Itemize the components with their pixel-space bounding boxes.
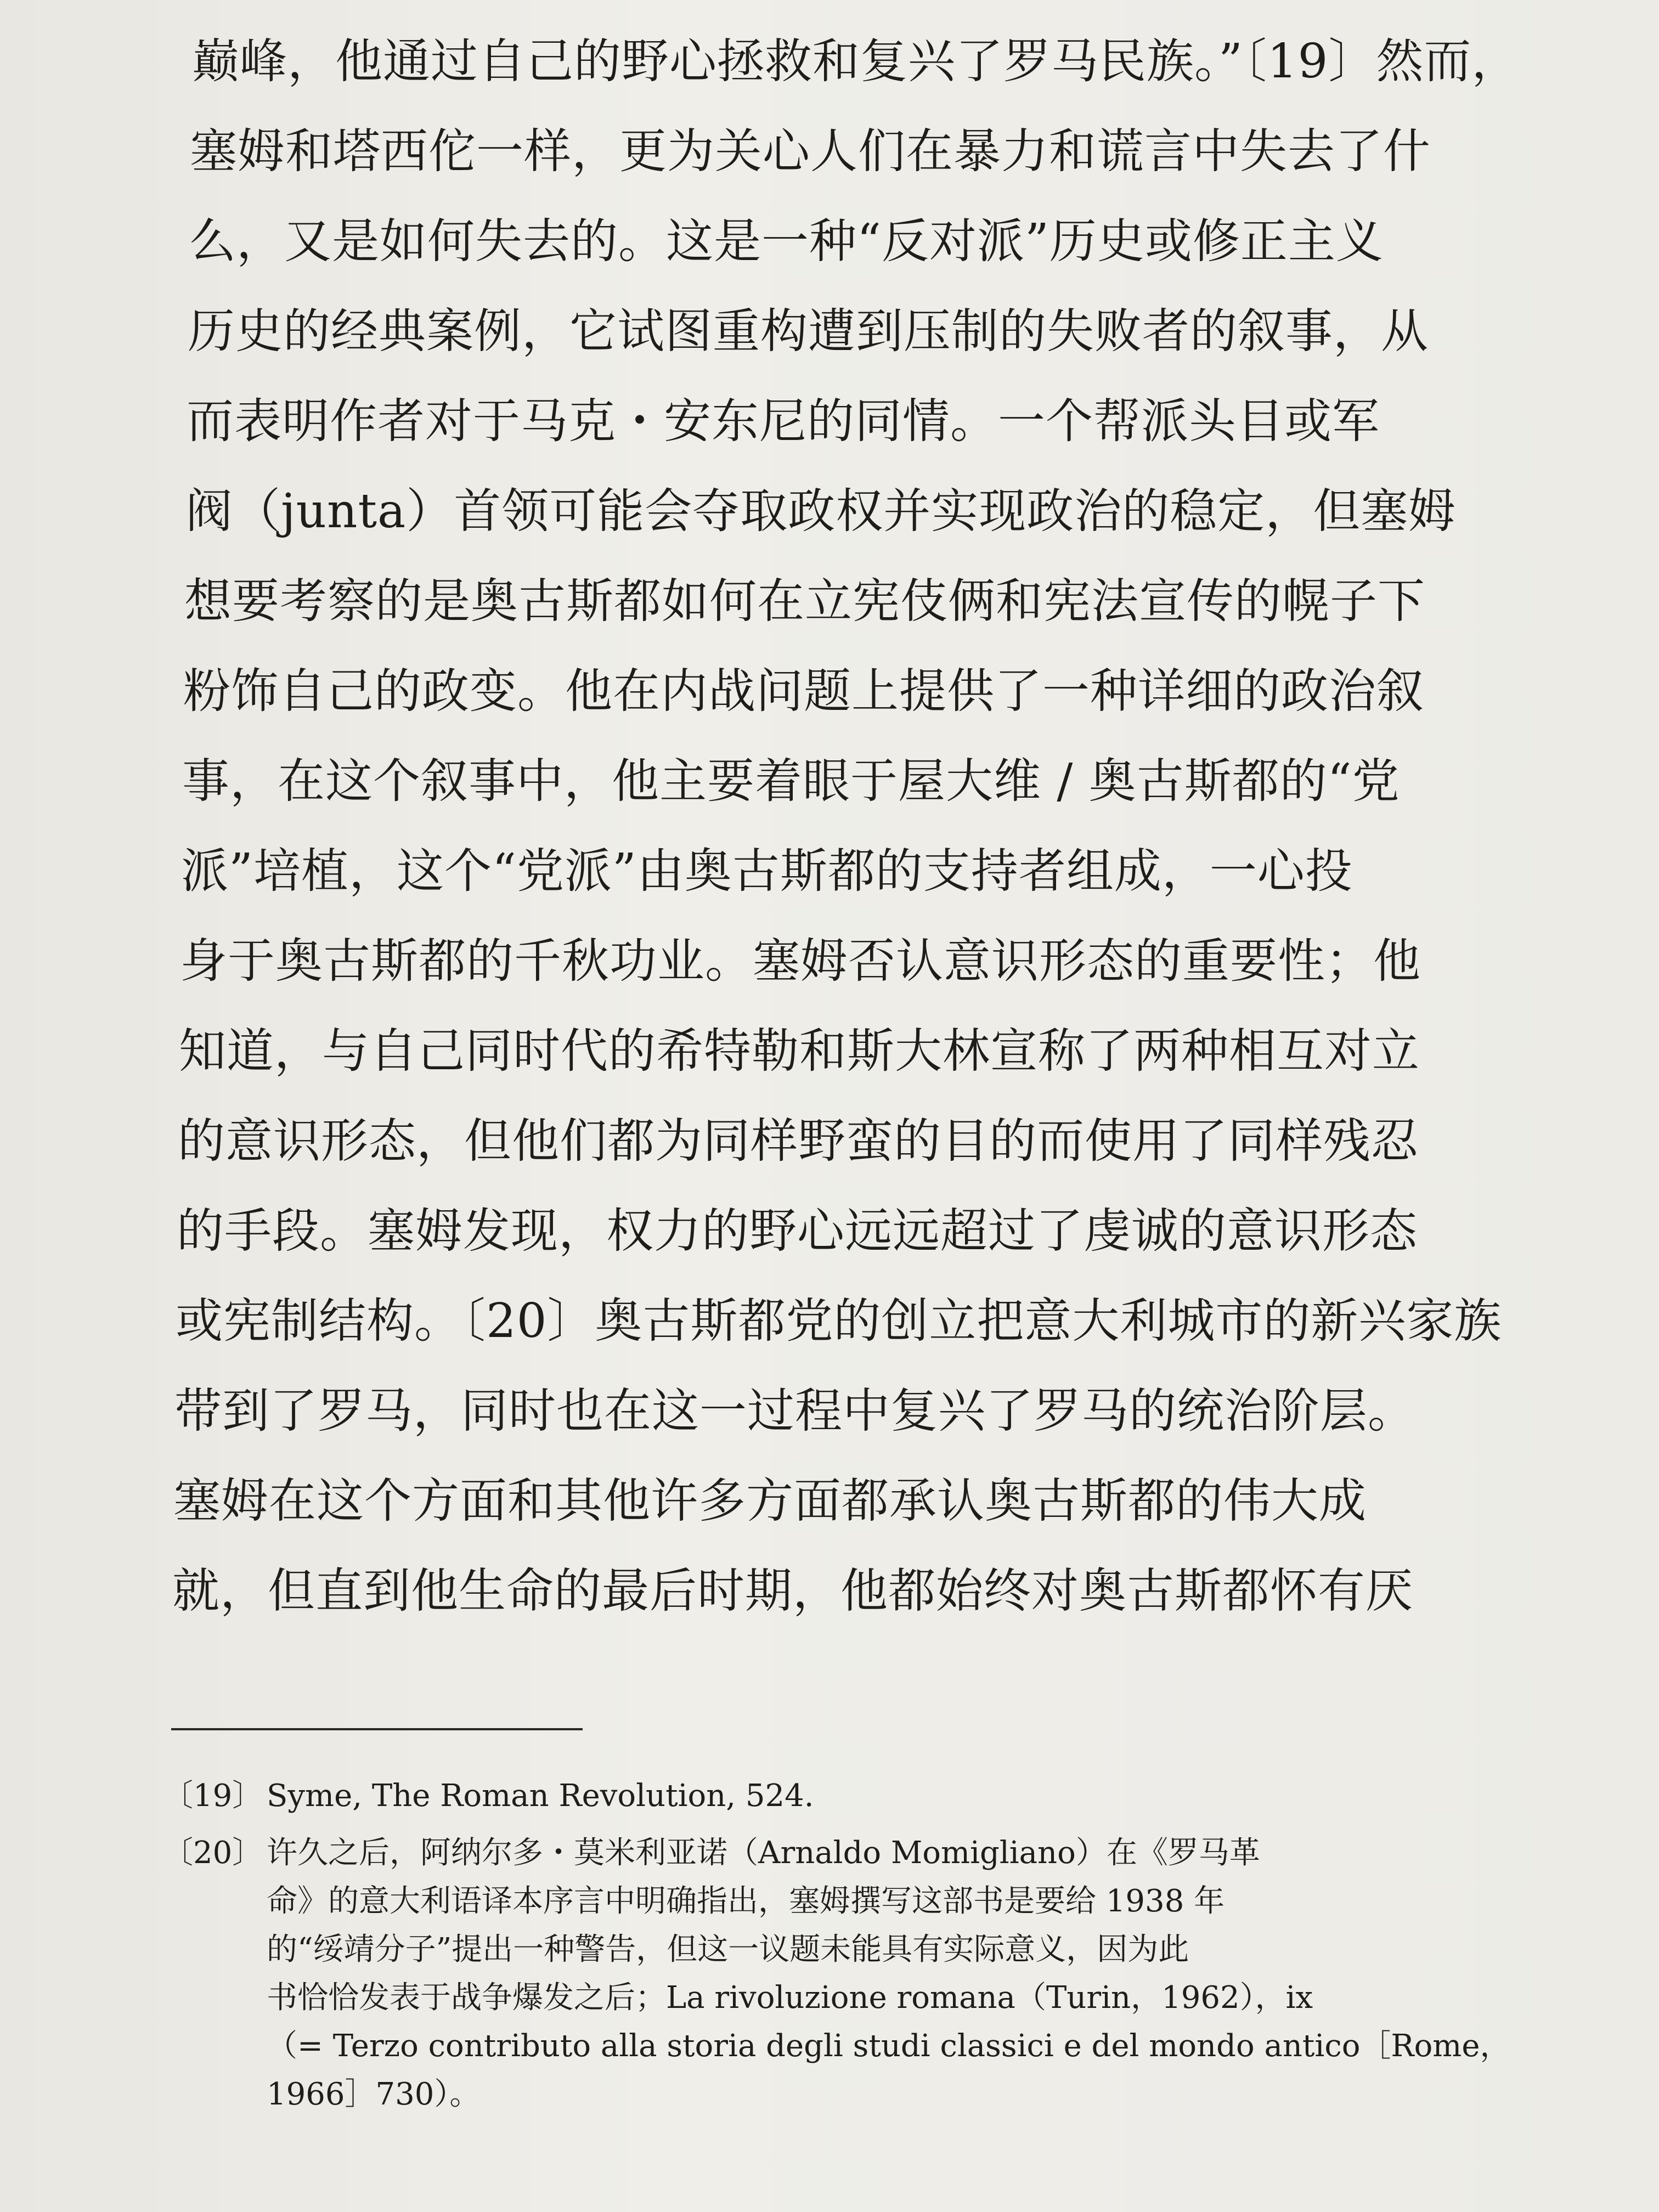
body-line: 就，但直到他生命的最后时期，他都始终对奥古斯都怀有厌 <box>172 1564 1413 1618</box>
footnote-text-line: 1966］730）。 <box>267 2076 481 2112</box>
body-line: 而表明作者对于马克・安东尼的同情。一个帮派头目或军 <box>187 394 1380 449</box>
footnote-text: Syme, The Roman Revolution, 524. <box>267 1778 814 1814</box>
footnotes <box>162 1772 1511 2119</box>
footnote-divider <box>171 1728 583 1730</box>
body-line: 派”培植，这个“党派”由奥古斯都的支持者组成，一心投 <box>181 844 1353 899</box>
body-line: 历史的经典案例，它试图重构遭到压制的失败者的叙事，从 <box>188 304 1429 359</box>
footnote-text-line: 书恰恰发表于战争爆发之后；La rivoluzione romana（Turin，1962），ix <box>267 1980 1313 2016</box>
footnote-number: 〔19〕 <box>162 1778 263 1814</box>
body-line: 塞姆和塔西佗一样，更为关心人们在暴力和谎言中失去了什 <box>190 124 1431 179</box>
footnote-spacer <box>162 1820 1424 1829</box>
body-line: 身于奥古斯都的千秋功业。塞姆否认意识形态的重要性；他 <box>180 934 1421 989</box>
footnote-text: 许久之后，阿纳尔多・莫米利亚诺（Arnaldo Momigliano）在《罗马革 <box>267 1835 1260 1871</box>
body-text <box>172 16 1520 1636</box>
footnote-text-line: （= Terzo contributo alla storia degli studi classici e del mondo antico［Rome， <box>267 2028 1511 2064</box>
body-line: 巅峰，他通过自己的野心拯救和复兴了罗马民族。”〔19〕然而， <box>192 34 1520 89</box>
body-line: 或宪制结构。〔20〕奥古斯都党的创立把意大利城市的新兴家族 <box>176 1294 1502 1348</box>
footnote-text-line: 的“绥靖分子”提出一种警告，但这一议题未能具有实际意义，因为此 <box>267 1932 1189 1967</box>
body-line: 知道，与自己同时代的希特勒和斯大林宣称了两种相互对立 <box>179 1024 1420 1079</box>
body-line: 的手段。塞姆发现，权力的野心远远超过了虔诚的意识形态 <box>177 1204 1418 1259</box>
body-line: 阀（junta）首领可能会夺取政权并实现政治的稳定，但塞姆 <box>185 484 1457 539</box>
body-line: 么，又是如何失去的。这是一种“反对派”历史或修正主义 <box>189 214 1384 269</box>
body-line: 塞姆在这个方面和其他许多方面都承认奥古斯都的伟大成 <box>173 1474 1367 1528</box>
body-line: 粉饰自己的政变。他在内战问题上提供了一种详细的政治叙 <box>183 664 1424 719</box>
body-line: 带到了罗马，同时也在这一过程中复兴了罗马的统治阶层。 <box>174 1384 1415 1438</box>
body-line: 的意识形态，但他们都为同样野蛮的目的而使用了同样残忍 <box>178 1114 1419 1169</box>
footnote-number: 〔20〕 <box>162 1835 263 1871</box>
body-line: 想要考察的是奥古斯都如何在立宪伎俩和宪法宣传的幌子下 <box>184 574 1425 629</box>
footnote-20 <box>162 1829 1424 1877</box>
footnote-19 <box>162 1772 1424 1820</box>
footnote-text-line: 命》的意大利语译本序言中明确指出，塞姆撰写这部书是要给 1938 年 <box>267 1883 1225 1919</box>
body-line: 事，在这个叙事中，他主要着眼于屋大维 / 奥古斯都的“党 <box>182 754 1400 809</box>
